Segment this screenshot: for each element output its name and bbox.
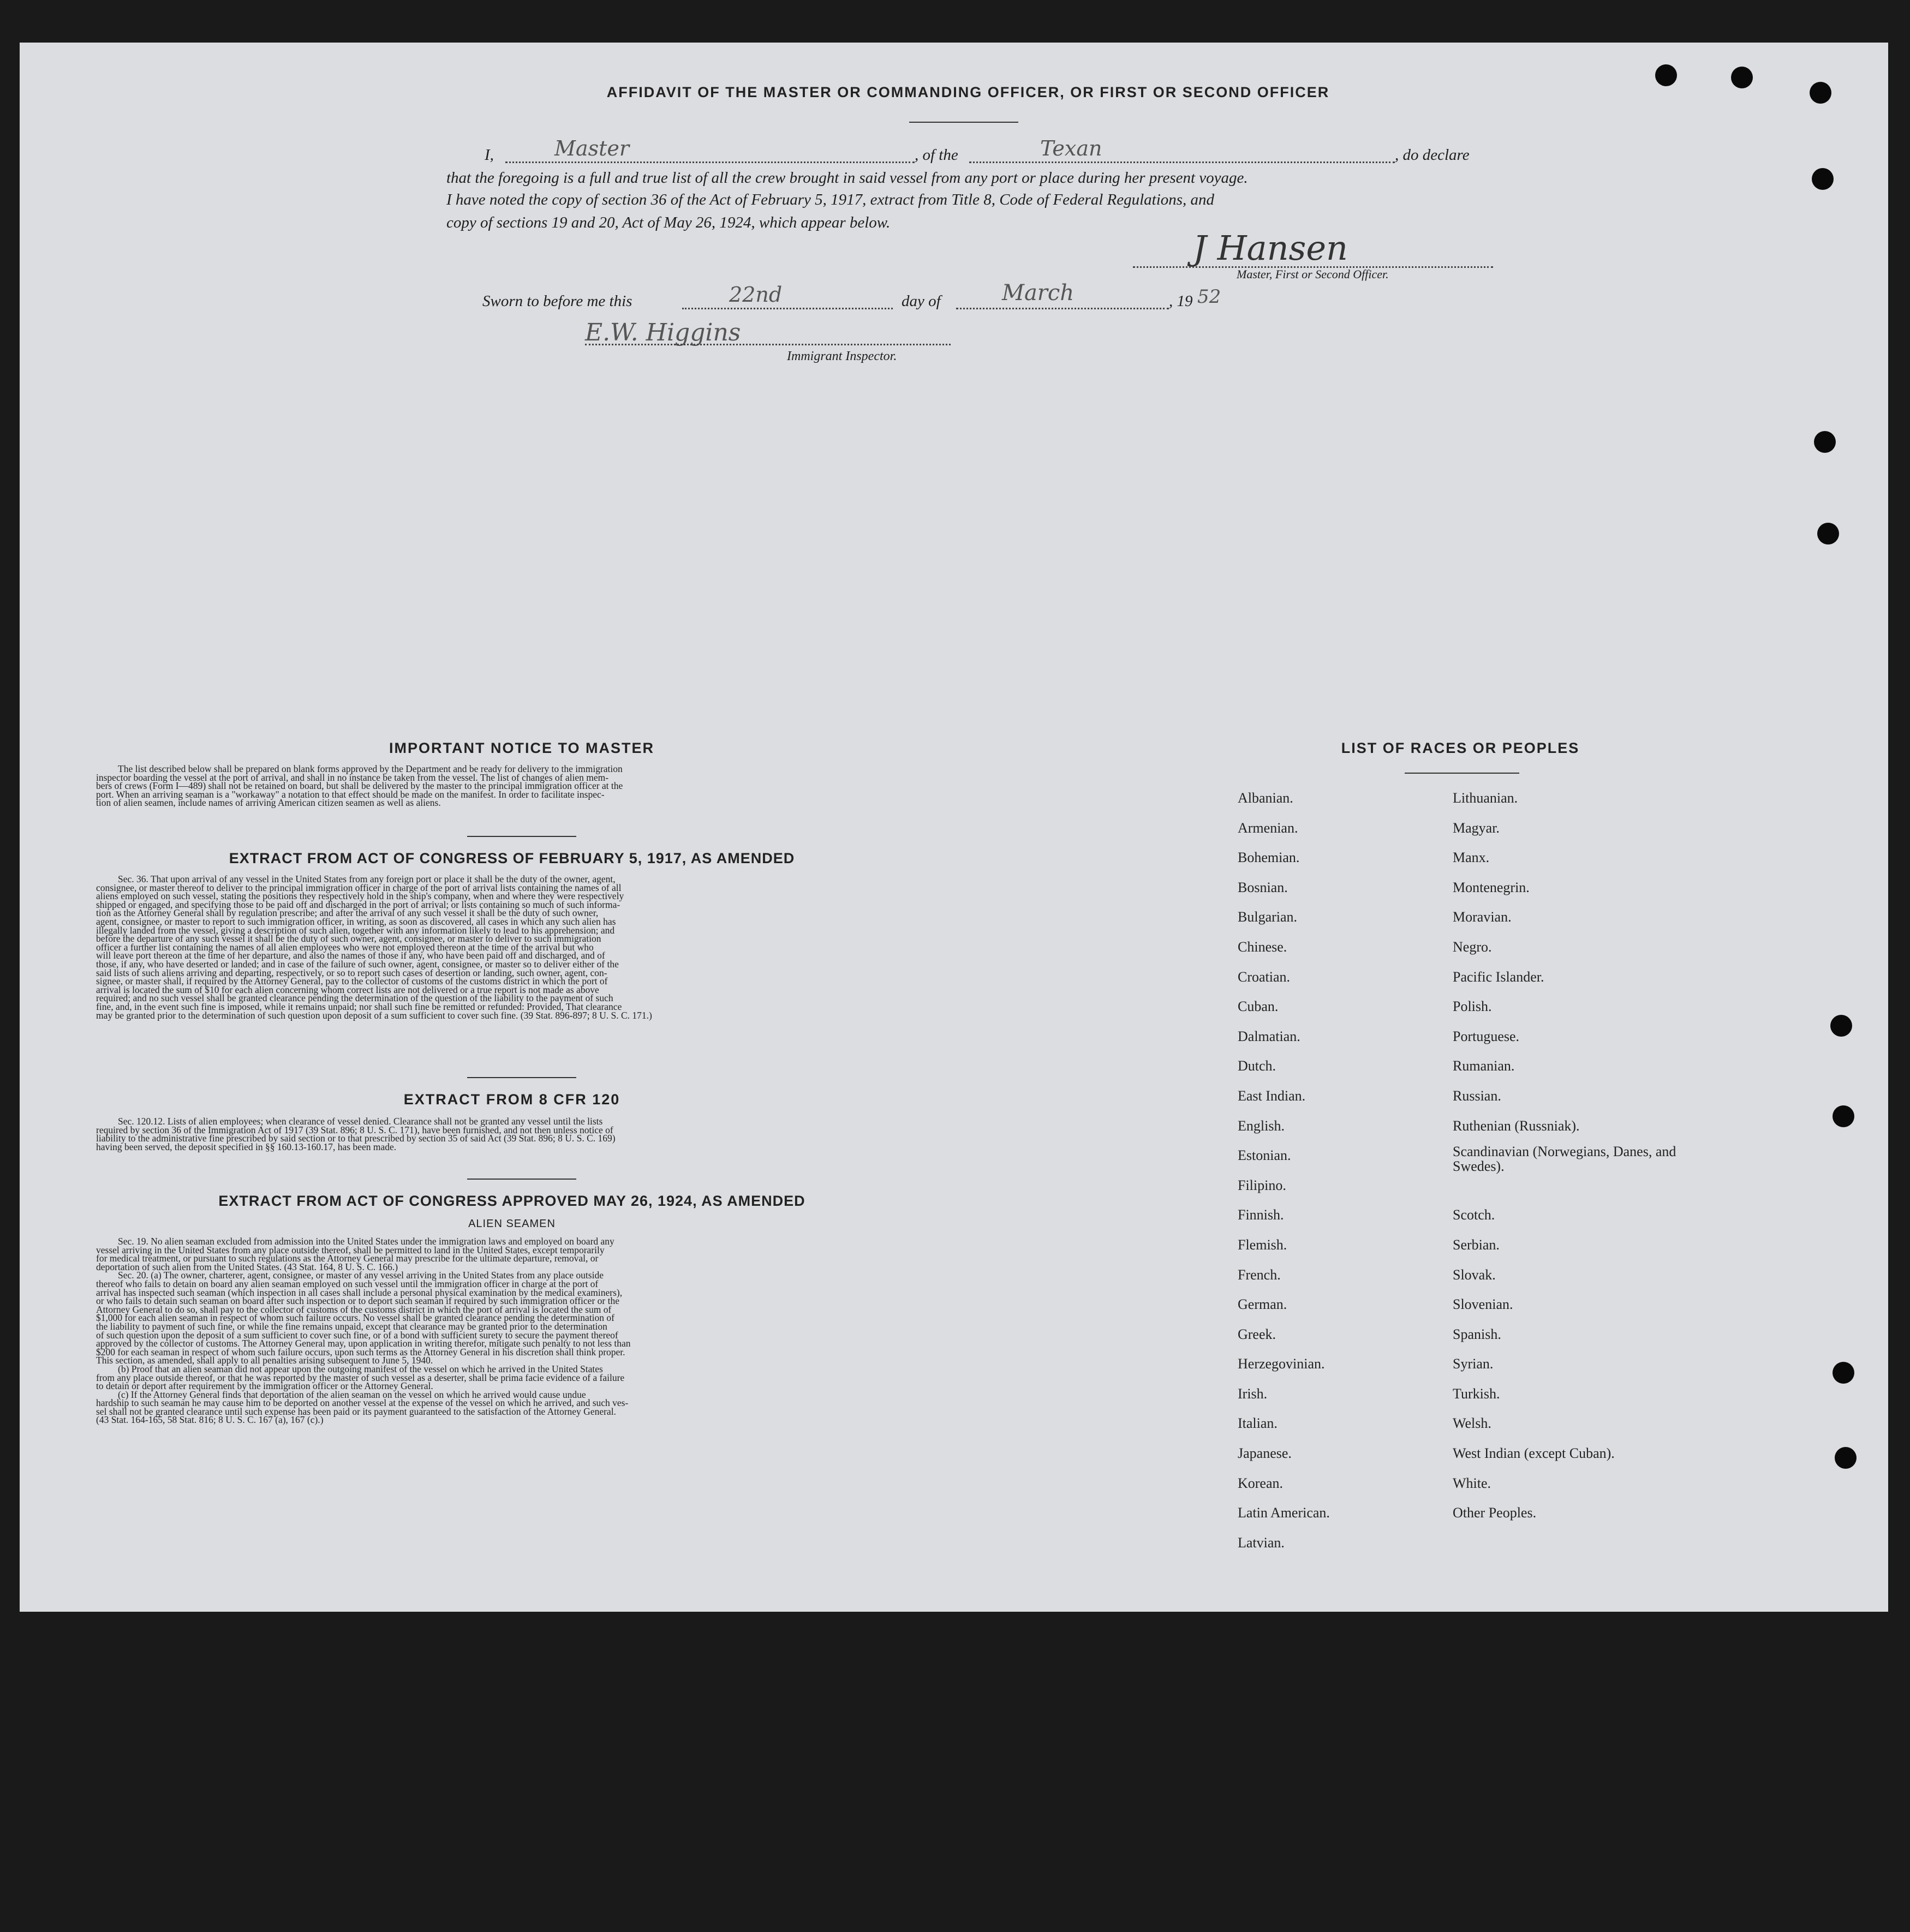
inspector-signature-line bbox=[585, 338, 951, 345]
race-item: Slovak. bbox=[1453, 1266, 1496, 1283]
text-line: before the departure of any such vessel it shall be the duty of such owner, agent, consignee, or master to deliver to such immigration bbox=[96, 933, 601, 944]
punch-hole bbox=[1830, 1015, 1852, 1037]
sworn-label: Sworn to before me this bbox=[482, 292, 632, 310]
document-page bbox=[20, 43, 1888, 1612]
i-label: I, bbox=[485, 146, 494, 164]
race-item: Ruthenian (Russniak). bbox=[1453, 1117, 1580, 1134]
text-line: $1,000 for each alien seaman in respect of whom such failure occurs. No vessel shall be granted clearance pending the determination of bbox=[96, 1312, 614, 1324]
text-line: deportation of such alien from the United States. (43 Stat. 164, 8 U. S. C. 166.) bbox=[96, 1261, 398, 1272]
inspector-signature: E.W. Higgins bbox=[585, 319, 741, 346]
text-line: inspector boarding the vessel at the port of arrival, and shall in no instance be taken from the vessel. The list of changes of alien mem- bbox=[96, 771, 609, 783]
extract-1917-body bbox=[96, 875, 928, 1020]
text-line: arrival has inspected such seaman (which inspection in all cases shall include a personal physical examination by the medical examiners), bbox=[96, 1287, 623, 1298]
text-line: thereof who fails to detain on board any alien seaman employed on such vessel until the immigration officer in charge at the port of bbox=[96, 1278, 599, 1289]
text-line: required; and no such vessel shall be granted clearance pending the determination of the question of the liability to the payment of such bbox=[96, 992, 613, 1004]
notice-body bbox=[96, 765, 928, 808]
race-item: East Indian. bbox=[1238, 1087, 1306, 1104]
extract-1924-body bbox=[96, 1237, 928, 1425]
sworn-year: 52 bbox=[1197, 286, 1221, 308]
extract-1917-title: EXTRACT FROM ACT OF CONGRESS OF FEBRUARY 5, 1917, AS AMENDED bbox=[229, 850, 795, 866]
master-signature-caption: Master, First or Second Officer. bbox=[1237, 267, 1389, 281]
text-line: approved by the collector of customs. The Attorney General may, upon application in writing therefor, mitigate such penalty to not less than bbox=[96, 1338, 631, 1349]
race-item: Armenian. bbox=[1238, 820, 1298, 836]
extract-1924-title: EXTRACT FROM ACT OF CONGRESS APPROVED MAY 26, 1924, AS AMENDED bbox=[218, 1193, 805, 1209]
punch-hole bbox=[1812, 168, 1834, 190]
punch-hole bbox=[1655, 64, 1677, 86]
text-line: liability to the administrative fine prescribed by said section or to that prescribed by section 35 of said Act (39 Stat. 896; 8 U. S. C. 169) bbox=[96, 1133, 616, 1144]
declaration-line-4: copy of sections 19 and 20, Act of May 26, 1924, which appear below. bbox=[446, 214, 891, 231]
race-item: Cuban. bbox=[1238, 998, 1279, 1015]
vessel-line bbox=[969, 151, 1395, 163]
year-prefix: , 19 bbox=[1169, 292, 1193, 310]
extract-1924-subtitle: ALIEN SEAMEN bbox=[468, 1218, 556, 1230]
race-item: Serbian. bbox=[1453, 1236, 1500, 1253]
text-line: from any place outside thereof, or that he was reported by the master of such vessel as a deserter, shall be prima facie evidence of a failure bbox=[96, 1372, 625, 1383]
text-line: aliens employed on such vessel, stating the positions they respectively hold in the ship's company, when and where they were respectively bbox=[96, 890, 624, 902]
punch-hole bbox=[1833, 1105, 1854, 1127]
text-line: for medical treatment, or pursuant to such regulations as the Attorney General may prescribe for the ultimate departure, removal, or bbox=[96, 1253, 599, 1264]
section-divider bbox=[467, 1077, 576, 1078]
text-line: illegally landed from the vessel, giving a description of such alien, together with any information likely to lead to his apprehension; and bbox=[96, 924, 615, 936]
text-line: Sec. 36. That upon arrival of any vessel in the United States from any foreign port or place it shall be the duty of the owner, agent, bbox=[118, 874, 616, 884]
punch-hole bbox=[1731, 67, 1753, 88]
race-item: Bohemian. bbox=[1238, 850, 1300, 866]
text-line: to detain or deport after requirement by the immigration officer or the Attorney General. bbox=[96, 1380, 433, 1392]
sworn-line bbox=[20, 280, 1888, 320]
text-line: The list described below shall be prepared on blank forms approved by the Department and be ready for delivery to the immigration bbox=[118, 763, 623, 774]
race-item: Lithuanian. bbox=[1453, 790, 1518, 806]
day-of-label: day of bbox=[902, 292, 941, 310]
declaration-line-2: that the foregoing is a full and true list of all the crew brought in said vessel from any port or place during her present voyage. bbox=[446, 169, 1248, 187]
punch-hole bbox=[1817, 523, 1839, 545]
text-line: $200 for each seaman in respect of whom such failure occurs, upon such terms as the Attorney General in his discretion shall think proper. bbox=[96, 1346, 625, 1357]
sworn-day-line bbox=[682, 297, 893, 309]
text-line: signee, or master shall, if required by the Attorney General, pay to the collector of customs of the customs district in which the port of bbox=[96, 976, 608, 987]
text-line: the liability to payment of such fine, or while the fine remains unpaid, except that clearance may be granted prior to the determination bbox=[96, 1320, 607, 1332]
text-line: (43 Stat. 164-165, 58 Stat. 816; 8 U. S. C. 167 (a), 167 (c).) bbox=[96, 1414, 324, 1426]
race-item: Estonian. bbox=[1238, 1147, 1291, 1164]
text-line: Sec. 120.12. Lists of alien employees; when clearance of vessel denied. Clearance shall not be granted any vessel until the lists bbox=[118, 1116, 603, 1127]
text-line: Sec. 20. (a) The owner, charterer, agent, consignee, or master of any vessel arriving in the United States from any place outside bbox=[118, 1270, 604, 1281]
race-item: Other Peoples. bbox=[1453, 1505, 1537, 1521]
punch-hole bbox=[1833, 1362, 1854, 1384]
race-item: Negro. bbox=[1453, 938, 1492, 955]
race-item: Albanian. bbox=[1238, 790, 1293, 806]
race-item: Flemish. bbox=[1238, 1236, 1287, 1253]
races-column-1 bbox=[1238, 783, 1445, 1558]
race-item: Italian. bbox=[1238, 1415, 1278, 1432]
race-item: Dutch. bbox=[1238, 1058, 1276, 1074]
punch-hole bbox=[1814, 431, 1836, 453]
text-line: hardship to such seaman he may cause him to be deported on another vessel at the expense of the vessel on which he arrived, and such ves- bbox=[96, 1397, 629, 1409]
text-line: (c) If the Attorney General finds that deportation of the alien seaman on the vessel on which he arrived would cause undue bbox=[118, 1389, 586, 1400]
race-item: Russian. bbox=[1453, 1087, 1501, 1104]
text-line: bers of crews (Form I—489) shall not be retained on board, but shall be delivered by the master to the principal immigration officer at the bbox=[96, 780, 623, 792]
vessel-value: Texan bbox=[1040, 136, 1102, 160]
text-line: (b) Proof that an alien seaman did not appear upon the outgoing manifest of the vessel on which he arrived in the United States bbox=[118, 1363, 603, 1374]
race-item: Japanese. bbox=[1238, 1445, 1292, 1462]
race-item: Latin American. bbox=[1238, 1505, 1330, 1521]
text-line: agent, consignee, or master to report to such immigration officer, in writing, as soon as discovered, all cases in which any such alien has bbox=[96, 916, 616, 927]
extract-cfr-body bbox=[96, 1117, 928, 1151]
text-line: of such question upon the deposit of a sum sufficient to cover such fine, or of a bond with sufficient surety to secure the payment thereof bbox=[96, 1329, 618, 1341]
race-item: Filipino. bbox=[1238, 1177, 1286, 1193]
races-column-2 bbox=[1453, 783, 1704, 1528]
race-item: Irish. bbox=[1238, 1385, 1268, 1402]
race-item: Welsh. bbox=[1453, 1415, 1491, 1432]
affidavit-title: AFFIDAVIT OF THE MASTER OR COMMANDING OFFICER, OR FIRST OR SECOND OFFICER bbox=[606, 84, 1330, 100]
declaration-line-3: I have noted the copy of section 36 of the Act of February 5, 1917, extract from Title 8, Code of Federal Regulations, and bbox=[446, 191, 1215, 208]
races-title-divider bbox=[1405, 773, 1519, 774]
punch-hole bbox=[1835, 1447, 1857, 1469]
race-item: Montenegrin. bbox=[1453, 879, 1530, 895]
text-line: port. When an arriving seaman is a "workaway" a notation to that effect should be made on the manifest. In order to facilitate inspec- bbox=[96, 788, 605, 800]
race-item: Scotch. bbox=[1453, 1207, 1495, 1223]
inspector-caption: Immigrant Inspector. bbox=[787, 349, 897, 363]
do-declare-label: , do declare bbox=[1395, 146, 1470, 164]
race-item: Pacific Islander. bbox=[1453, 968, 1544, 985]
race-item: Finnish. bbox=[1238, 1207, 1284, 1223]
races-title: LIST OF RACES OR PEOPLES bbox=[1341, 740, 1580, 756]
section-divider bbox=[467, 836, 576, 837]
text-line: shipped or engaged, and specifying those to be paid off and discharged in the port of arrival; or lists containing so much of such informa- bbox=[96, 899, 620, 910]
race-item: Croatian. bbox=[1238, 968, 1291, 985]
notice-title: IMPORTANT NOTICE TO MASTER bbox=[389, 740, 654, 756]
race-item: Magyar. bbox=[1453, 820, 1500, 836]
race-item: Portuguese. bbox=[1453, 1028, 1520, 1044]
race-item: Herzegovinian. bbox=[1238, 1356, 1325, 1372]
race-item: West Indian (except Cuban). bbox=[1453, 1445, 1615, 1462]
race-item: German. bbox=[1238, 1296, 1287, 1313]
race-item: Manx. bbox=[1453, 850, 1490, 866]
declaration-line-1 bbox=[20, 136, 1888, 168]
race-item: Moravian. bbox=[1453, 909, 1512, 925]
text-line: will leave port thereon at the time of her departure, and also the names of those if any, who have been paid off and discharged, and of bbox=[96, 950, 605, 961]
master-signature: J Hansen bbox=[1193, 228, 1348, 268]
race-item: Bulgarian. bbox=[1238, 909, 1298, 925]
text-line: or who fails to detain such seaman on board after such inspection or to deport such seaman if required by such immigration officer or the bbox=[96, 1295, 619, 1307]
of-the-label: , of the bbox=[915, 146, 958, 164]
race-item: Bosnian. bbox=[1238, 879, 1288, 895]
extract-cfr-title: EXTRACT FROM 8 CFR 120 bbox=[403, 1091, 620, 1108]
i-value: Master bbox=[554, 136, 629, 160]
text-line: having been served, the deposit specified in §§ 160.13-160.17, has been made. bbox=[96, 1141, 397, 1152]
section-divider bbox=[467, 1179, 576, 1180]
race-item: Turkish. bbox=[1453, 1385, 1500, 1402]
text-line: may be granted prior to the determination of such question upon deposit of a sum sufficient to cover such fine. (39 Stat. 896-897; 8 U. S. C. 171.) bbox=[96, 1009, 652, 1021]
text-line: consignee, or master thereof to deliver to the principal immigration officer in charge of the port of arrival lists containing the names of all bbox=[96, 882, 622, 893]
sworn-day: 22nd bbox=[729, 283, 783, 307]
text-line: tion as the Attorney General shall by regulation prescribe; and after the arrival of any such vessel it shall be the duty of such owner, bbox=[96, 907, 599, 919]
text-line: those, if any, who have deserted or landed; and in case of the failure of such owner, agent, consignee, or master so to deliver either of the bbox=[96, 958, 619, 970]
race-item: French. bbox=[1238, 1266, 1281, 1283]
title-divider bbox=[909, 122, 1018, 123]
punch-hole bbox=[1810, 82, 1831, 104]
race-item: Korean. bbox=[1238, 1475, 1284, 1491]
race-item: Syrian. bbox=[1453, 1356, 1494, 1372]
race-item: Latvian. bbox=[1238, 1534, 1285, 1551]
text-line: arrival is located the sum of $10 for each alien concerning whom correct lists are not delivered or a true report is not made as above bbox=[96, 984, 599, 995]
text-line: Sec. 19. No alien seaman excluded from admission into the United States under the immigration laws and employed on board any bbox=[118, 1236, 614, 1247]
text-line: sel shall not be granted clearance until such expense has been paid or its payment guaranteed to the satisfaction of the Attorney General. bbox=[96, 1405, 616, 1417]
text-line: vessel arriving in the United States from any place outside thereof, shall be permitted to land in the United States, except temporarily bbox=[96, 1244, 605, 1255]
race-item: English. bbox=[1238, 1117, 1285, 1134]
text-line: Attorney General to do so, shall pay to the collector of customs of the customs district in which the port of arrival is located the sum of bbox=[96, 1303, 612, 1315]
race-item: Polish. bbox=[1453, 998, 1492, 1015]
race-item: White. bbox=[1453, 1475, 1491, 1491]
text-line: fine, and, in the event such fine is imposed, while it remains unpaid; nor shall such fine be remitted or refunded: Provided, That clearance bbox=[96, 1001, 622, 1012]
race-item: Rumanian. bbox=[1453, 1058, 1515, 1074]
sworn-month: March bbox=[1002, 280, 1075, 306]
text-line: tion of alien seamen, include names of arriving American citizen seamen as well as aliens. bbox=[96, 797, 441, 809]
text-line: officer a further list containing the names of all alien employees who were not employed thereon at the time of the arrival but who bbox=[96, 941, 594, 953]
text-line: said lists of such aliens arriving and departing, respectively, or so to report such cases of desertion or landing, such owner, agent, con- bbox=[96, 967, 607, 978]
race-item: Scandinavian (Norwegians, Danes, and Swedes). bbox=[1453, 1144, 1676, 1175]
race-item: Dalmatian. bbox=[1238, 1028, 1300, 1044]
text-line: required by section 36 of the Immigration Act of 1917 (39 Stat. 896; 8 U. S. C. 171), have been furnished, and not then unless notice of bbox=[96, 1124, 613, 1135]
text-line: This section, as amended, shall apply to all penalties arising subsequent to June 5, 1940. bbox=[96, 1355, 433, 1366]
race-item: Chinese. bbox=[1238, 938, 1287, 955]
race-item: Slovenian. bbox=[1453, 1296, 1513, 1313]
race-item: Greek. bbox=[1238, 1326, 1276, 1342]
race-item: Spanish. bbox=[1453, 1326, 1501, 1342]
